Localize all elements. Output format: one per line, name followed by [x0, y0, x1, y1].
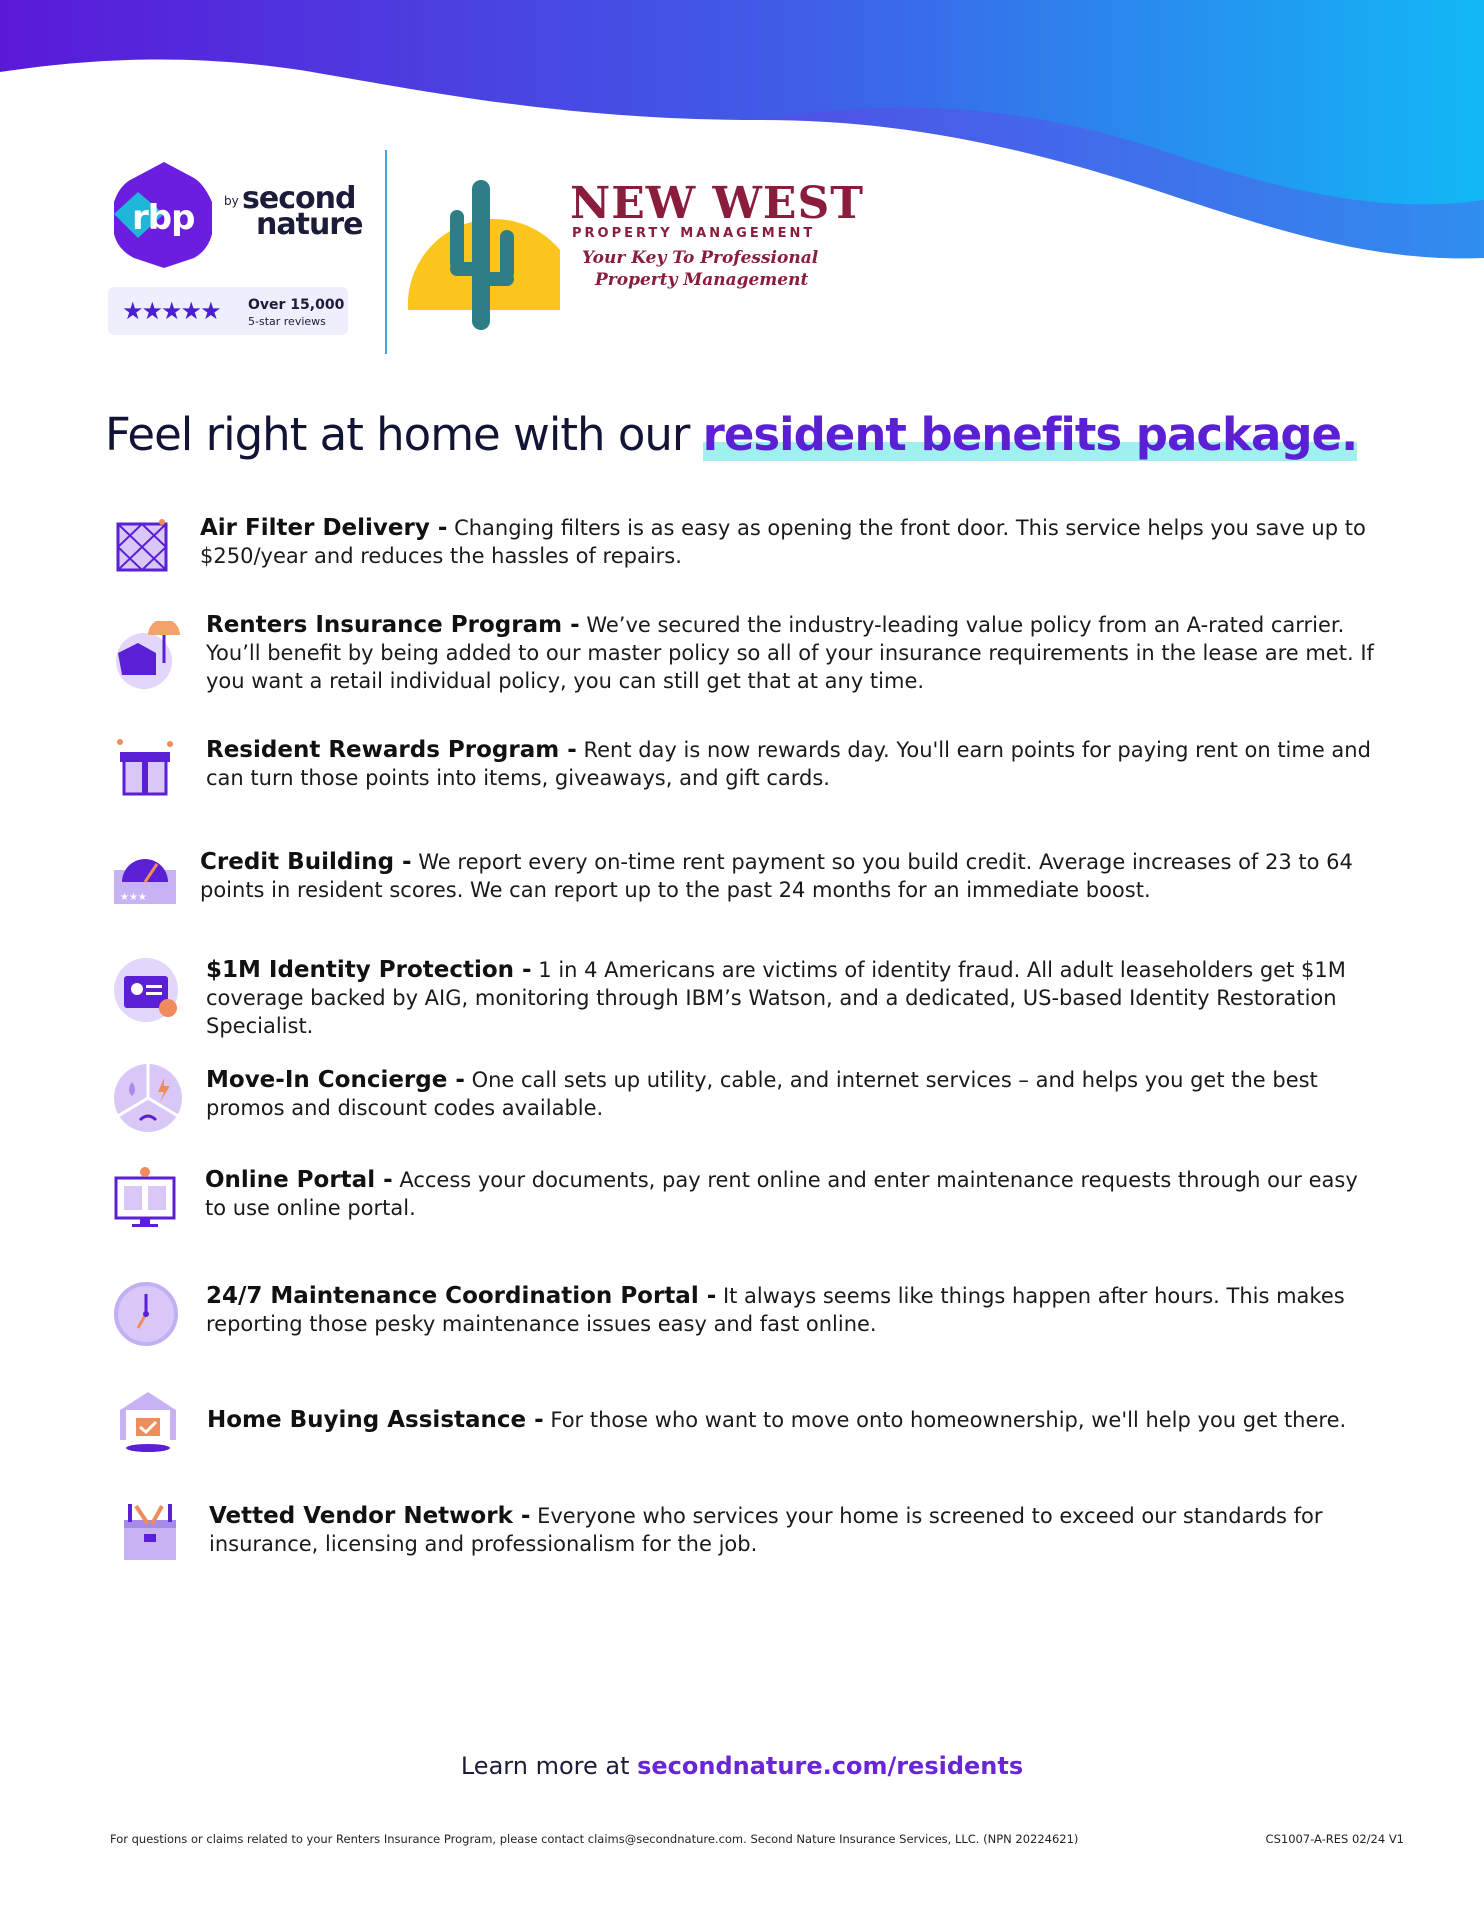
document-code: CS1007-A-RES 02/24 V1 — [1265, 1832, 1404, 1846]
benefit-description: It always seems like things happen after hours. This makes reporting those pesky maintenance issues easy and fast online. — [206, 1284, 1345, 1336]
benefit-title: 24/7 Maintenance Coordination Portal - — [206, 1283, 717, 1309]
benefit-description: We report every on-time rent payment so you build credit. Average increases of 23 to 64 points in resident scores. We can report up to the past 24 months for an immediate boost. — [200, 850, 1353, 902]
logo-divider — [385, 150, 387, 354]
by-label: by — [224, 194, 239, 208]
benefit-title: Move-In Concierge - — [206, 1067, 465, 1093]
partner-title: NEW WEST — [570, 178, 864, 229]
page-headline — [105, 408, 1357, 461]
reviews-label: 5-star reviews — [248, 315, 326, 328]
learn-more-line — [0, 1752, 1484, 1780]
benefit-description: One call sets up utility, cable, and internet services – and helps you get the best promos and discount codes available. — [206, 1068, 1318, 1120]
air-filter-icon — [112, 516, 172, 576]
benefit-title: Renters Insurance Program - — [206, 612, 580, 638]
clock-icon — [112, 1280, 180, 1348]
reviews-badge — [108, 287, 348, 335]
toolbox-icon — [118, 1500, 182, 1564]
second-nature-line2: nature — [256, 207, 363, 242]
second-nature-wordmark — [242, 181, 363, 242]
benefit-description: 1 in 4 Americans are victims of identity fraud. All adult leaseholders get $1M coverage backed by AIG, monitoring through IBM’s Watson, and a dedicated, US-based Identity Restoration Specialist. — [206, 958, 1346, 1038]
rbp-logo — [108, 158, 363, 268]
monitor-icon — [112, 1164, 178, 1230]
rbp-wordmark: rbp — [132, 198, 195, 238]
benefit-title: Online Portal - — [205, 1167, 393, 1193]
learn-more-link[interactable]: secondnature.com/residents — [637, 1752, 1024, 1780]
credit-gauge-icon — [112, 850, 178, 906]
gift-icon — [112, 736, 178, 802]
footer-disclaimer: For questions or claims related to your Renters Insurance Program, please contact claims@secondnature.com. Second Nature Insurance Services, LLC. (NPN 20224621) — [110, 1832, 1079, 1846]
reviews-count: Over 15,000 — [248, 297, 345, 313]
benefit-description: We’ve secured the industry-leading value policy from an A-rated carrier. You’ll benefit by being added to our master policy so all of your insurance requirements in the lease are met. If you want a retail individual policy, you can still get that at any time. — [206, 613, 1374, 693]
benefit-description: Access your documents, pay rent online and enter maintenance requests through our easy to use online portal. — [205, 1168, 1358, 1220]
new-west-logo — [400, 170, 864, 340]
benefit-description: For those who want to move onto homeownership, we'll help you get there. — [543, 1408, 1347, 1432]
star-rating-icon: ★★★★★ — [122, 297, 220, 325]
utilities-icon — [112, 1062, 184, 1134]
home-check-icon — [116, 1388, 180, 1454]
benefit-title: Home Buying Assistance - — [207, 1407, 544, 1433]
id-card-icon — [112, 956, 182, 1026]
partner-subtitle: PROPERTY MANAGEMENT — [572, 226, 816, 241]
benefit-title: Vetted Vendor Network - — [209, 1503, 531, 1529]
headline-lead: Feel right at home with our — [105, 408, 703, 461]
benefit-description: Everyone who services your home is screened to exceed our standards for insurance, licensing and professionalism for the job. — [209, 1504, 1323, 1556]
headline-highlight: resident benefits package. — [702, 408, 1358, 461]
benefit-title: Air Filter Delivery - — [200, 515, 448, 541]
benefit-description: Rent day is now rewards day. You'll earn points for paying rent on time and can turn those points into items, giveaways, and gift cards. — [206, 738, 1371, 790]
benefit-description: Changing filters is as easy as opening the front door. This service helps you save up to $250/year and reduces the hassles of repairs. — [200, 516, 1366, 568]
benefit-title: Credit Building - — [200, 849, 412, 875]
learn-more-prefix: Learn more at — [460, 1752, 638, 1780]
partner-tagline-1: Your Key To Professional — [582, 248, 819, 268]
svg-text:★★★: ★★★ — [120, 892, 147, 903]
umbrella-house-icon — [112, 621, 182, 691]
sun-cactus-icon — [400, 170, 570, 340]
second-nature-line1: second — [242, 181, 356, 216]
benefit-title: Resident Rewards Program - — [206, 737, 577, 763]
partner-tagline-2: Property Management — [595, 270, 809, 290]
benefit-title: $1M Identity Protection - — [206, 957, 532, 983]
